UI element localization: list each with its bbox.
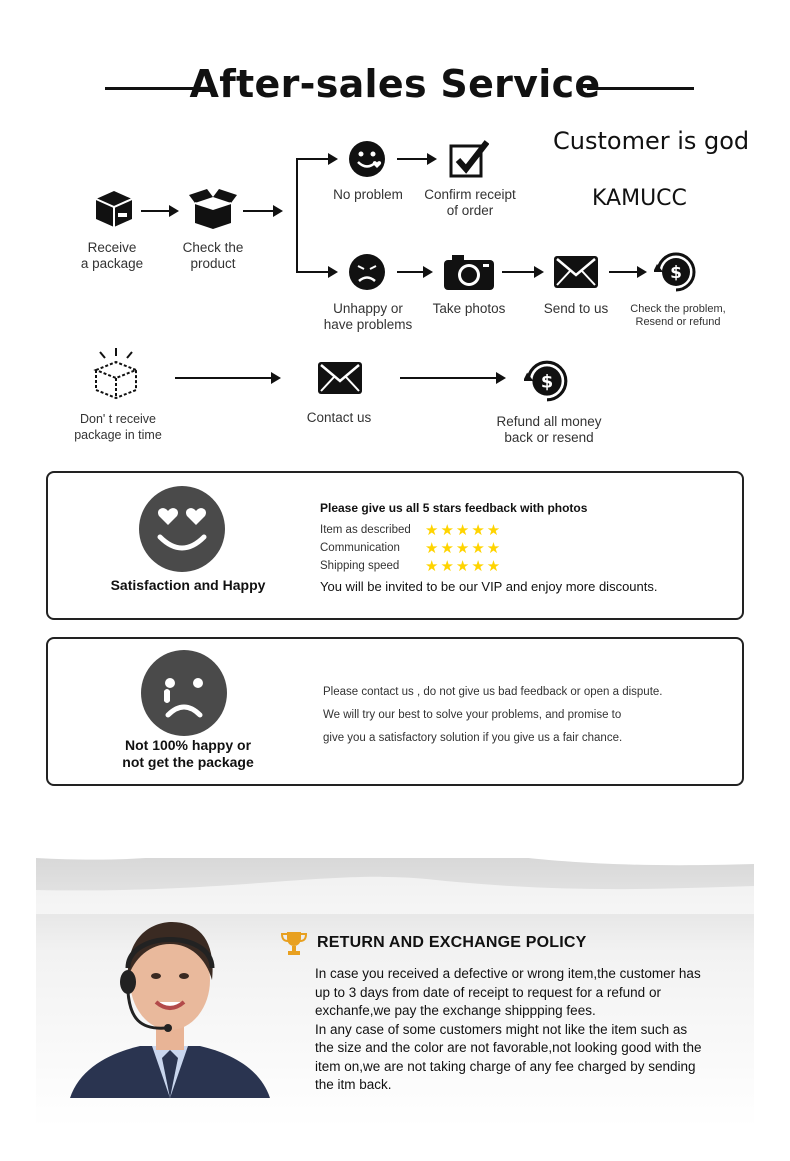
rating-stars-item: ★★★★★ bbox=[425, 522, 503, 539]
arrow-receive-check bbox=[141, 210, 177, 212]
page-title: After-sales Service bbox=[189, 62, 601, 106]
no-problem-label: No problem bbox=[333, 187, 403, 202]
unhappy-line-1: Please contact us , do not give us bad feedback or open a dispute. bbox=[323, 686, 663, 698]
policy-line: exchanfe,we pay the exchange shippping fees. bbox=[315, 1003, 596, 1018]
contact-envelope-icon bbox=[318, 362, 362, 399]
check-label: Check the product bbox=[182, 240, 244, 271]
crying-face-icon bbox=[140, 649, 228, 742]
heart-eyes-face-icon bbox=[138, 485, 226, 578]
arrow-contact-refund bbox=[400, 377, 504, 379]
missing-box-icon bbox=[92, 348, 140, 405]
checkbox-icon bbox=[449, 140, 489, 183]
trophy-icon bbox=[281, 930, 307, 961]
support-agent-photo bbox=[70, 918, 270, 1103]
take-photos-label: Take photos bbox=[432, 301, 506, 316]
unhappy-card-title: Not 100% happy or not get the package bbox=[122, 737, 254, 770]
receive-label: Receive a package bbox=[80, 240, 144, 271]
policy-body bbox=[315, 965, 735, 1095]
policy-title: RETURN AND EXCHANGE POLICY bbox=[317, 934, 587, 951]
refund-all-icon bbox=[524, 358, 570, 409]
camera-icon bbox=[444, 254, 494, 295]
policy-line: the size and the color are not favorable,not looking good with the bbox=[315, 1040, 702, 1055]
arrow-photos-send bbox=[502, 271, 542, 273]
open-box-icon bbox=[189, 189, 237, 236]
refund-all-label: Refund all money back or resend bbox=[496, 414, 602, 445]
happy-card-title: Satisfaction and Happy bbox=[110, 577, 266, 593]
policy-line: In case you received a defective or wrong item,the customer has bbox=[315, 966, 701, 981]
rating-label-shipping: Shipping speed bbox=[320, 560, 400, 572]
arrow-notreceive-contact bbox=[175, 377, 279, 379]
envelope-icon bbox=[554, 256, 598, 293]
refund-dollar-icon bbox=[654, 250, 698, 299]
unhappy-label: Unhappy or have problems bbox=[323, 301, 413, 332]
policy-line: In any case of some customers might not like the item such as bbox=[315, 1021, 688, 1037]
sad-face-icon bbox=[348, 253, 386, 296]
box-icon bbox=[92, 187, 134, 234]
policy-line: up to 3 days from date of receipt to request for a refund or bbox=[315, 984, 661, 1000]
check-problem-label: Check the problem, Resend or refund bbox=[630, 303, 726, 328]
rating-label-communication: Communication bbox=[320, 542, 400, 554]
arrow-send-refund bbox=[609, 271, 645, 273]
brand-name: KAMUCC bbox=[592, 186, 687, 211]
happy-feedback-card bbox=[46, 471, 744, 620]
smiley-heart-icon bbox=[348, 140, 386, 183]
rating-label-item: Item as described bbox=[320, 524, 411, 536]
arrow-check-branch bbox=[243, 210, 281, 212]
policy-line: item on,we are not taking charge of any fee charged by sending bbox=[315, 1058, 696, 1074]
slogan: Customer is god bbox=[553, 127, 750, 155]
feedback-headline: Please give us all 5 stars feedback with photos bbox=[320, 501, 588, 515]
rating-stars-shipping: ★★★★★ bbox=[425, 558, 503, 575]
confirm-label: Confirm receipt of order bbox=[424, 187, 516, 218]
svg-text:$: $ bbox=[670, 263, 682, 283]
unhappy-line-3: give you a satisfactory solution if you give us a fair chance. bbox=[323, 732, 623, 744]
not-receive-label: Don' t receive package in time bbox=[74, 412, 162, 442]
arrow-branch-top bbox=[296, 158, 336, 160]
branch-line bbox=[296, 159, 298, 273]
rating-stars-communication: ★★★★★ bbox=[425, 540, 503, 557]
send-to-us-label: Send to us bbox=[543, 301, 609, 316]
arrow-branch-bottom bbox=[296, 271, 336, 273]
unhappy-line-2: We will try our best to solve your problems, and promise to bbox=[323, 709, 622, 721]
vip-message: You will be invited to be our VIP and enjoy more discounts. bbox=[320, 579, 658, 594]
arrow-noproblem-confirm bbox=[397, 158, 435, 160]
contact-us-label: Contact us bbox=[306, 410, 372, 425]
policy-line: the itm back. bbox=[315, 1077, 392, 1092]
svg-text:$: $ bbox=[540, 372, 554, 393]
unhappy-card bbox=[46, 637, 744, 786]
arrow-unhappy-photos bbox=[397, 271, 431, 273]
